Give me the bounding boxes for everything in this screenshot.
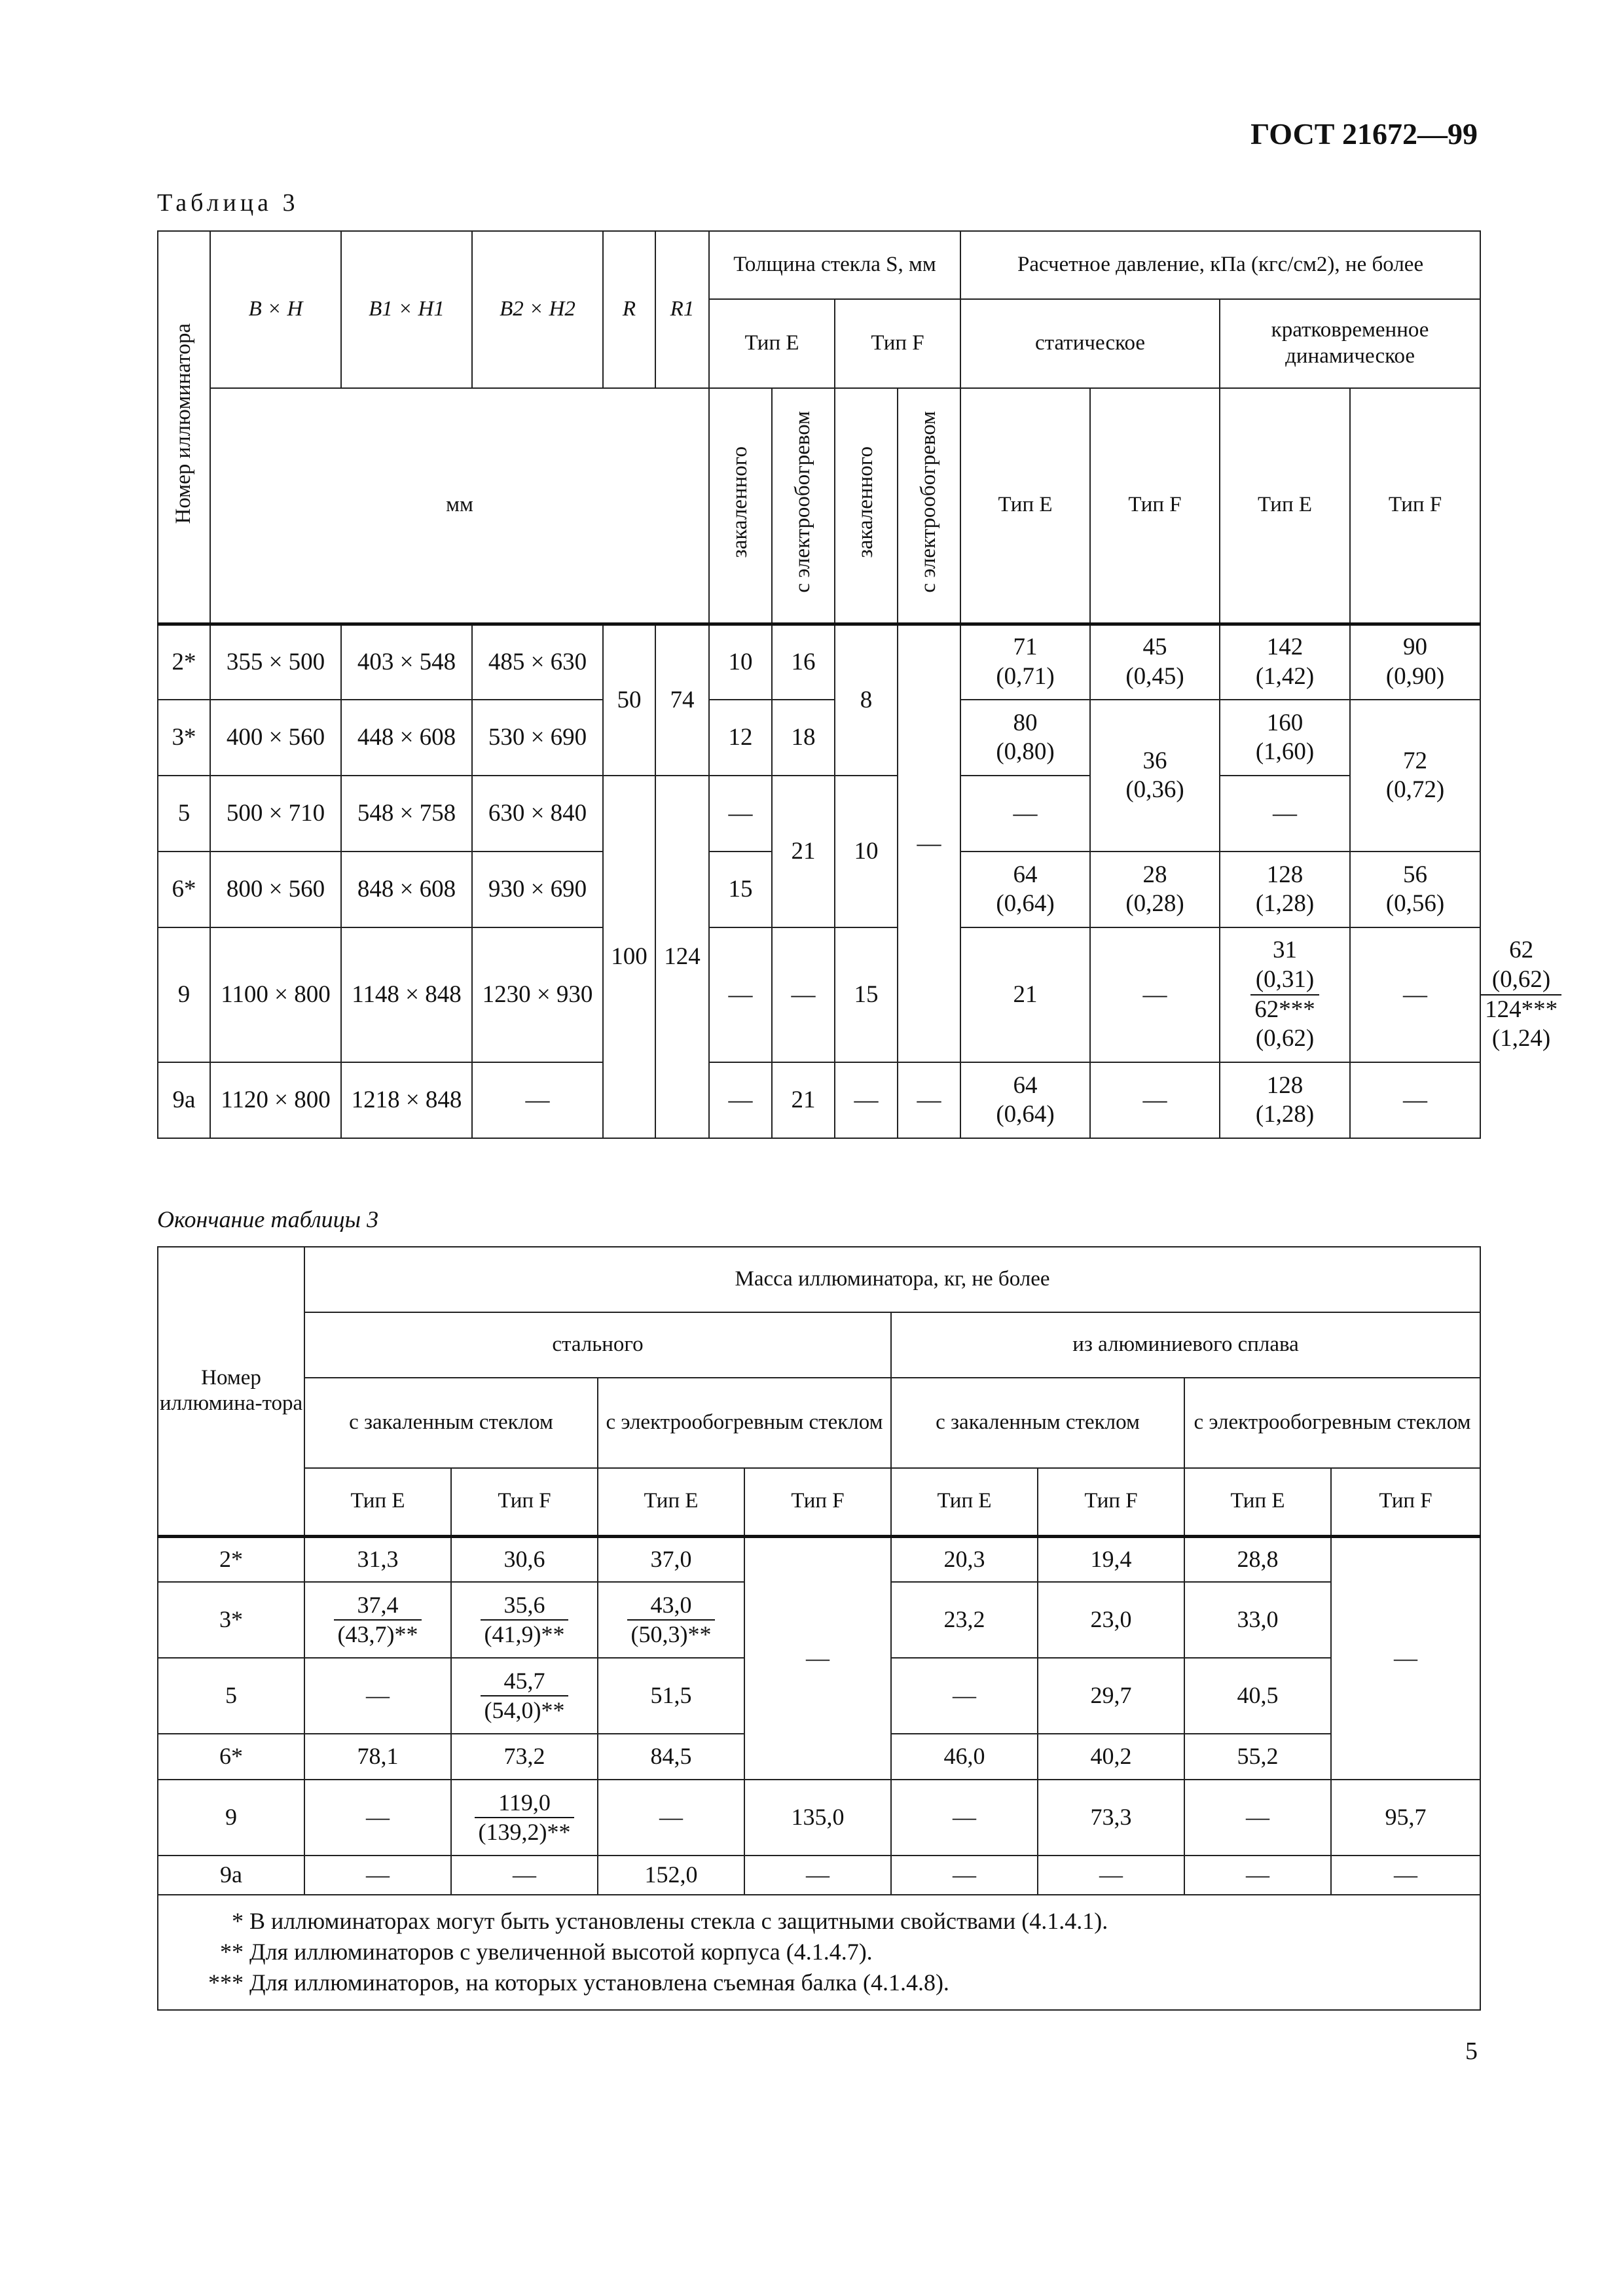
cell-b2h2: 530 × 690 (472, 700, 603, 776)
cell-steel-heated-f: — (744, 1856, 891, 1895)
table-row (158, 624, 1480, 700)
table-3 (157, 230, 1558, 1139)
cell-sf-tempered: — (835, 1062, 898, 1138)
cell-alloy-heated-e: 28,8 (1184, 1536, 1331, 1582)
cell-bh: 1120 × 800 (210, 1062, 341, 1138)
cell-b2h2: 1230 × 930 (472, 927, 603, 1062)
cell-alloy-tempered-f: 40,2 (1038, 1734, 1184, 1780)
cell-dynamic-e: — (1220, 776, 1350, 852)
table-3-continuation (157, 1246, 1481, 2011)
cell-r1: 124 (655, 776, 709, 1138)
cell-dynamic-e: 128 (1,28) (1220, 852, 1350, 927)
cell-alloy-heated-e: 33,0 (1184, 1582, 1331, 1658)
cell-dynamic-e: 142 (1,42) (1220, 624, 1350, 700)
cell-b2h2: 630 × 840 (472, 776, 603, 852)
cell-alloy-tempered-e: 46,0 (891, 1734, 1038, 1780)
col-header-type-f: Тип F (744, 1468, 891, 1536)
table-3-continuation-caption: Окончание таблицы 3 (157, 1206, 379, 1232)
cell-steel-heated-e: 152,0 (598, 1856, 744, 1895)
table-3-caption: Таблица 3 (157, 189, 299, 217)
cell-steel-heated-f: — (744, 1536, 891, 1780)
cell-se-tempered: — (709, 927, 772, 1062)
cell-steel-heated-e: 51,5 (598, 1658, 744, 1734)
cell-static-f: 31 (0,31) 62*** (0,62) (1220, 927, 1350, 1062)
col-header-type-e: Тип Е (891, 1468, 1038, 1536)
col-header-static: статическое (960, 299, 1220, 388)
table-row (158, 1856, 1480, 1895)
cell-static-f: — (1090, 1062, 1220, 1138)
cell-r: 50 (603, 624, 655, 776)
cell-steel-tempered-e: 31,3 (304, 1536, 451, 1582)
cell-steel-tempered-e: — (304, 1658, 451, 1734)
col-header-thickness-type-e: Тип Е (709, 299, 835, 388)
cell-alloy-heated-e: — (1184, 1780, 1331, 1856)
col-header-number: Номер иллюминатора (158, 231, 210, 624)
col-header-dynamic-f: Тип F (1350, 388, 1480, 624)
cell-alloy-tempered-f: 19,4 (1038, 1536, 1184, 1582)
cell-steel-heated-e: 37,0 (598, 1536, 744, 1582)
cell-bh: 500 × 710 (210, 776, 341, 852)
cell-bh: 400 × 560 (210, 700, 341, 776)
cell-alloy-heated-e: — (1184, 1856, 1331, 1895)
cell-number: 3* (158, 1582, 304, 1658)
footnote-3: *** Для иллюминаторов, на которых установлена съемная балка (4.1.4.8). (208, 1969, 949, 1996)
table-row (158, 1536, 1480, 1582)
cell-steel-tempered-f: $\frac{35,6}{(41,9)**}$ (451, 1582, 598, 1658)
cell-steel-tempered-f: $\frac{119,0}{(139,2)**}$ (451, 1780, 598, 1856)
document-code: ГОСТ 21672—99 (1250, 117, 1478, 151)
col-header-dynamic-e: Тип Е (1220, 388, 1350, 624)
cell-steel-heated-f: 135,0 (744, 1780, 891, 1856)
cell-sf-tempered: 10 (835, 776, 898, 927)
col-header-pressure: Расчетное давление, кПа (кгс/см2), не более (960, 231, 1480, 299)
cell-alloy-tempered-f: 73,3 (1038, 1780, 1184, 1856)
cell-number: 9а (158, 1062, 210, 1138)
cell-se-tempered: — (709, 1062, 772, 1138)
cell-steel-heated-e: 84,5 (598, 1734, 744, 1780)
cell-static-e: 71 (0,71) (960, 624, 1090, 700)
cell-number: 5 (158, 1658, 304, 1734)
table-row: 9 1100 × 800 1148 × 848 1230 × 930 — — 15 21 — 31 (0,31) 62*** (0,62) — 62 (0,62) 124*** (1,24) (158, 927, 1480, 1062)
cell-static-f: 28 (0,28) (1090, 852, 1220, 927)
cell-r1: 74 (655, 624, 709, 776)
cell-alloy-heated-e: 40,5 (1184, 1658, 1331, 1734)
col-header-static-e: Тип Е (960, 388, 1090, 624)
cell-se-heated: 16 (772, 624, 835, 700)
cell-static-e: 80 (0,80) (960, 700, 1090, 776)
col-header-number: Номер иллюмина-тора (158, 1247, 304, 1536)
footnote-1: * В иллюминаторах могут быть установлены стекла с защитными свойствами (4.1.4.1). (232, 1908, 1108, 1934)
table-row (158, 1780, 1480, 1856)
cell-number: 9а (158, 1856, 304, 1895)
cell-number: 2* (158, 1536, 304, 1582)
cell-number: 5 (158, 776, 210, 852)
table-row (158, 776, 1480, 852)
cell-static-e: — (960, 776, 1090, 852)
cell-steel-tempered-f: $\frac{45,7}{(54,0)**}$ (451, 1658, 598, 1734)
cell-number: 9 (158, 1780, 304, 1856)
col-header-alloy: из алюминиевого сплава (891, 1312, 1480, 1378)
cell-sf-heated: 21 (960, 927, 1090, 1062)
cell-se-tempered: 12 (709, 700, 772, 776)
col-header-static-f: Тип F (1090, 388, 1220, 624)
cell-number: 6* (158, 1734, 304, 1780)
cell-alloy-tempered-e: 23,2 (891, 1582, 1038, 1658)
cell-alloy-tempered-e: — (891, 1780, 1038, 1856)
cell-static-e: 64 (0,64) (960, 852, 1090, 927)
col-header-r1: R1 (655, 231, 709, 388)
cell-alloy-heated-f: — (1331, 1536, 1480, 1780)
cell-bh: 1100 × 800 (210, 927, 341, 1062)
col-header-type-f: Тип F (451, 1468, 598, 1536)
table-row (158, 1062, 1480, 1138)
footnote-2: ** Для иллюминаторов с увеличенной высотой корпуса (4.1.4.7). (220, 1938, 873, 1965)
cell-steel-tempered-f: 73,2 (451, 1734, 598, 1780)
cell-dynamic-f: 56 (0,56) (1350, 852, 1480, 927)
cell-alloy-tempered-f: — (1038, 1856, 1184, 1895)
cell-alloy-tempered-e: 20,3 (891, 1536, 1038, 1582)
cell-alloy-tempered-f: 29,7 (1038, 1658, 1184, 1734)
col-header-alloy-tempered: с закаленным стеклом (891, 1378, 1184, 1468)
cell-b2h2: 485 × 630 (472, 624, 603, 700)
col-header-f-heated: с электрообогревом (898, 388, 960, 624)
cell-alloy-heated-f: — (1331, 1856, 1480, 1895)
cell-steel-tempered-e: — (304, 1856, 451, 1895)
cell-se-heated: 21 (772, 776, 835, 927)
col-header-type-e: Тип Е (1184, 1468, 1331, 1536)
cell-b1h1: 548 × 758 (341, 776, 472, 852)
cell-static-f: 45 (0,45) (1090, 624, 1220, 700)
cell-alloy-heated-e: 55,2 (1184, 1734, 1331, 1780)
col-header-bh: B × H (210, 231, 341, 388)
col-header-thickness: Толщина стекла S, мм (709, 231, 960, 299)
col-header-b2h2: B2 × H2 (472, 231, 603, 388)
cell-number: 9 (158, 927, 210, 1062)
cell-number: 2* (158, 624, 210, 700)
cell-sf-tempered: 8 (835, 624, 898, 776)
cell-steel-tempered-e: $\frac{37,4}{(43,7)**}$ (304, 1582, 451, 1658)
cell-se-heated: — (772, 927, 835, 1062)
cell-static-e: — (1090, 927, 1220, 1062)
cell-se-tempered: 15 (709, 852, 772, 927)
col-header-dynamic: кратковременное динамическое (1220, 299, 1480, 388)
cell-alloy-tempered-e: — (891, 1658, 1038, 1734)
cell-number: 3* (158, 700, 210, 776)
cell-b1h1: 1148 × 848 (341, 927, 472, 1062)
cell-se-heated: 21 (772, 1062, 835, 1138)
col-header-e-heated: с электрообогревом (772, 388, 835, 624)
cell-steel-heated-e: — (598, 1780, 744, 1856)
cell-sf-tempered: 15 (835, 927, 898, 1062)
cell-dynamic-f: — (1350, 1062, 1480, 1138)
cell-sf-heated: — (898, 624, 960, 1062)
col-header-alloy-heated: с электрообогревным стеклом (1184, 1378, 1480, 1468)
col-header-b1h1: B1 × H1 (341, 231, 472, 388)
cell-dynamic-e: 160 (1,60) (1220, 700, 1350, 776)
col-header-type-f: Тип F (1038, 1468, 1184, 1536)
cell-dynamic-f: 90 (0,90) (1350, 624, 1480, 700)
cell-static-f: 36 (0,36) (1090, 700, 1220, 852)
cell-bh: 355 × 500 (210, 624, 341, 700)
col-header-type-e: Тип Е (598, 1468, 744, 1536)
col-header-steel: стального (304, 1312, 891, 1378)
col-header-e-tempered: закаленного (709, 388, 772, 624)
footnotes (158, 1895, 1480, 2010)
cell-b2h2: 930 × 690 (472, 852, 603, 927)
cell-alloy-heated-f: 95,7 (1331, 1780, 1480, 1856)
col-header-f-tempered: закаленного (835, 388, 898, 624)
col-header-thickness-type-f: Тип F (835, 299, 960, 388)
cell-b1h1: 1218 × 848 (341, 1062, 472, 1138)
col-header-unit-mm: мм (210, 388, 709, 624)
cell-static-e: 64 (0,64) (960, 1062, 1090, 1138)
cell-se-tempered: 10 (709, 624, 772, 700)
cell-r: 100 (603, 776, 655, 1138)
cell-sf-heated: — (898, 1062, 960, 1138)
cell-bh: 800 × 560 (210, 852, 341, 927)
cell-dynamic-e: 128 (1,28) (1220, 1062, 1350, 1138)
cell-steel-tempered-f: 30,6 (451, 1536, 598, 1582)
cell-b2h2: — (472, 1062, 603, 1138)
cell-steel-tempered-e: — (304, 1780, 451, 1856)
cell-alloy-tempered-f: 23,0 (1038, 1582, 1184, 1658)
page-number: 5 (1465, 2037, 1478, 2065)
cell-b1h1: 448 × 608 (341, 700, 472, 776)
cell-alloy-tempered-e: — (891, 1856, 1038, 1895)
cell-steel-tempered-e: 78,1 (304, 1734, 451, 1780)
col-header-steel-heated: с электрообогревным стеклом (598, 1378, 891, 1468)
col-header-type-f: Тип F (1331, 1468, 1480, 1536)
cell-b1h1: 848 × 608 (341, 852, 472, 927)
col-header-steel-tempered: с закаленным стеклом (304, 1378, 598, 1468)
cell-number: 6* (158, 852, 210, 927)
cell-steel-heated-e: $\frac{43,0}{(50,3)**}$ (598, 1582, 744, 1658)
cell-steel-tempered-f: — (451, 1856, 598, 1895)
col-header-mass: Масса иллюминатора, кг, не более (304, 1247, 1480, 1312)
cell-dynamic-f: 72 (0,72) (1350, 700, 1480, 852)
cell-dynamic-e: — (1350, 927, 1480, 1062)
cell-b1h1: 403 × 548 (341, 624, 472, 700)
table-row (158, 700, 1480, 776)
cell-se-heated: 18 (772, 700, 835, 776)
col-header-type-e: Тип Е (304, 1468, 451, 1536)
col-header-r: R (603, 231, 655, 388)
cell-se-tempered: — (709, 776, 772, 852)
